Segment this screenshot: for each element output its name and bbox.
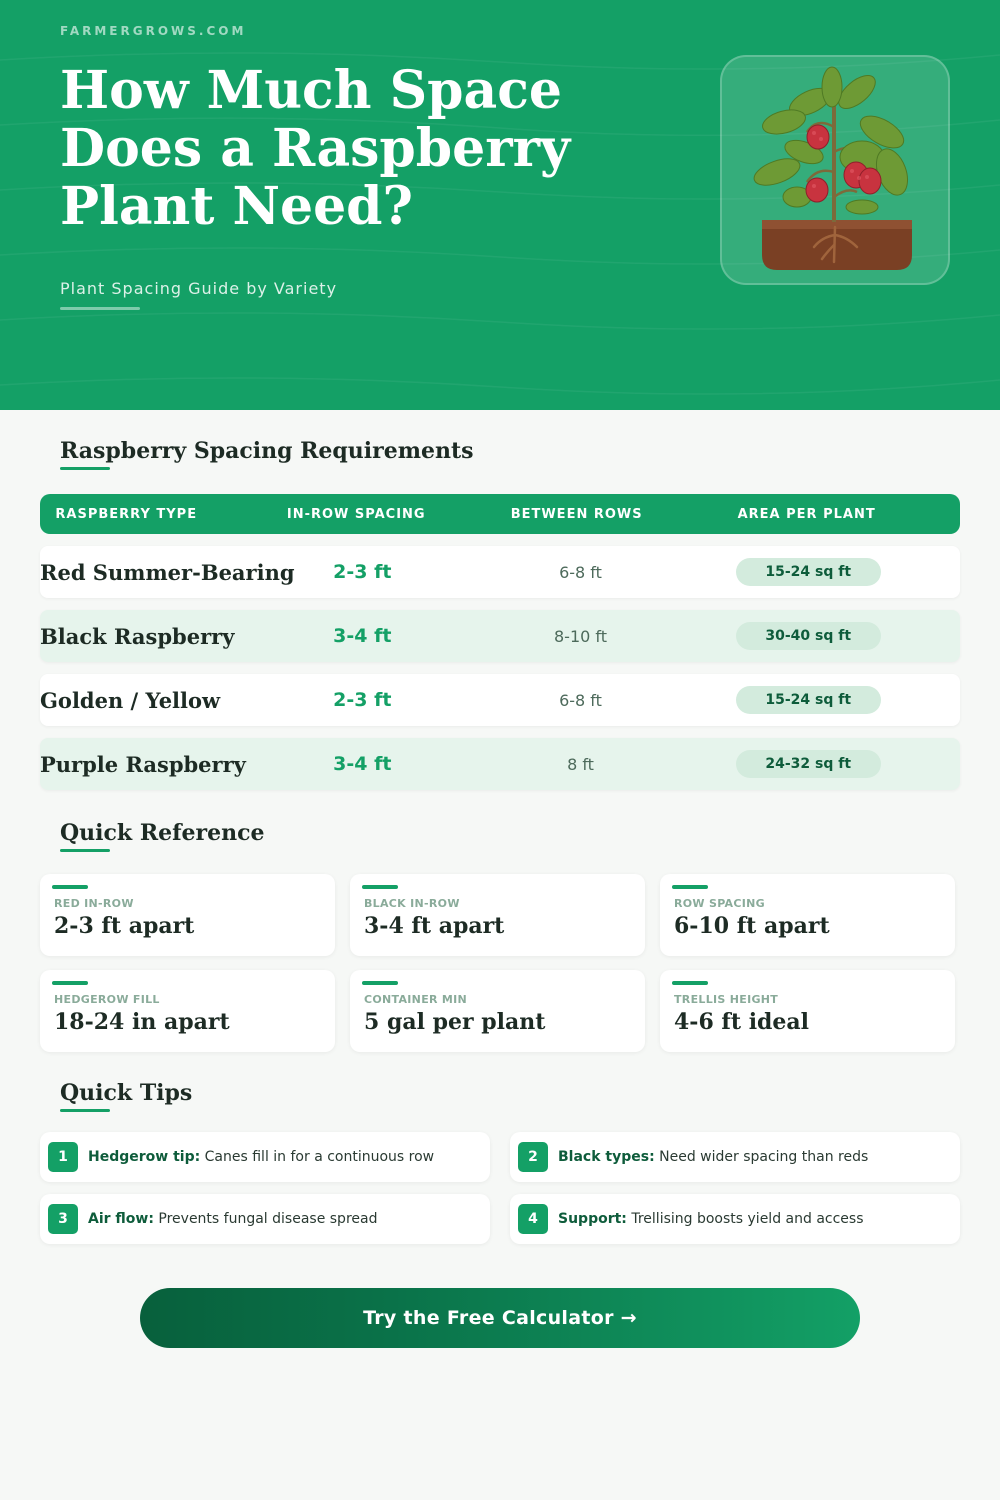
tip-number-badge: 2 <box>518 1142 548 1172</box>
section-underline <box>60 849 110 852</box>
title-line-3: Plant Need? <box>60 176 414 237</box>
header-raspberry-type: RASPBERRY TYPE <box>55 506 198 522</box>
reference-card <box>350 970 645 1052</box>
card-accent-bar <box>362 885 398 889</box>
area-badge: 30-40 sq ft <box>736 622 881 650</box>
tip-number-badge: 1 <box>48 1142 78 1172</box>
between-rows: 8 ft <box>567 754 594 774</box>
card-label: CONTAINER MIN <box>364 993 468 1006</box>
area-cell <box>656 622 960 650</box>
tip-number-badge: 3 <box>48 1204 78 1234</box>
tip-heading: Air flow: <box>88 1211 154 1227</box>
reference-card <box>40 874 335 956</box>
tip-item <box>510 1194 960 1244</box>
raspberry-type: Black Raspberry <box>40 623 235 649</box>
tip-body: Prevents fungal disease spread <box>153 1211 378 1227</box>
header-area-per-plant: AREA PER PLANT <box>737 506 876 522</box>
tip-number-badge: 4 <box>518 1204 548 1234</box>
quick-reference-title: Quick Reference <box>60 820 265 846</box>
tip-item <box>40 1194 490 1244</box>
between-rows: 8-10 ft <box>553 626 608 646</box>
card-value: 18-24 in apart <box>54 1009 230 1035</box>
raspberry-type: Golden / Yellow <box>40 687 221 713</box>
section-underline <box>60 1109 110 1112</box>
quick-tips-title: Quick Tips <box>60 1080 193 1106</box>
reference-card <box>660 970 955 1052</box>
tip-item <box>510 1132 960 1182</box>
card-accent-bar <box>672 885 708 889</box>
hero-banner <box>0 0 1000 410</box>
card-value: 5 gal per plant <box>364 1009 546 1035</box>
card-value: 2-3 ft apart <box>54 913 195 939</box>
card-accent-bar <box>52 885 88 889</box>
area-badge: 15-24 sq ft <box>736 558 881 586</box>
title-line-1: How Much Space <box>60 60 562 121</box>
area-badge: 15-24 sq ft <box>736 686 881 714</box>
card-label: TRELLIS HEIGHT <box>674 993 779 1006</box>
in-row-spacing: 3-4 ft <box>333 753 392 775</box>
card-label: RED IN-ROW <box>54 897 134 910</box>
area-cell <box>656 750 960 778</box>
table-row <box>40 674 960 726</box>
card-label: HEDGEROW FILL <box>54 993 160 1006</box>
table-row <box>40 546 960 598</box>
reference-card <box>350 874 645 956</box>
tip-body: Canes fill in for a continuous row <box>200 1149 435 1165</box>
card-accent-bar <box>52 981 88 985</box>
tip-body: Trellising boosts yield and access <box>626 1211 864 1227</box>
subtitle-underline <box>60 307 140 310</box>
area-badge: 24-32 sq ft <box>736 750 881 778</box>
tip-item <box>40 1132 490 1182</box>
card-value: 4-6 ft ideal <box>674 1009 810 1035</box>
between-rows: 6-8 ft <box>559 562 602 582</box>
card-accent-bar <box>362 981 398 985</box>
card-label: ROW SPACING <box>674 897 765 910</box>
table-row <box>40 610 960 662</box>
card-accent-bar <box>672 981 708 985</box>
tip-text <box>558 1211 864 1227</box>
tip-heading: Support: <box>558 1211 627 1227</box>
area-cell <box>656 558 960 586</box>
card-value: 3-4 ft apart <box>364 913 505 939</box>
in-row-spacing: 3-4 ft <box>333 625 392 647</box>
card-value: 6-10 ft apart <box>674 913 830 939</box>
page-title <box>60 62 620 236</box>
table-row <box>40 738 960 790</box>
tip-text <box>88 1149 434 1165</box>
tip-text <box>88 1211 377 1227</box>
tip-text <box>558 1149 868 1165</box>
plant-image-card <box>720 55 950 285</box>
header-in-row-spacing: IN-ROW SPACING <box>286 506 426 522</box>
in-row-spacing: 2-3 ft <box>333 561 392 583</box>
area-cell <box>656 686 960 714</box>
title-line-2: Does a Raspberry <box>60 118 571 179</box>
reference-card <box>40 970 335 1052</box>
raspberry-type: Red Summer-Bearing <box>40 559 295 585</box>
in-row-spacing: 2-3 ft <box>333 689 392 711</box>
header-between-rows: BETWEEN ROWS <box>510 506 643 522</box>
raspberry-type: Purple Raspberry <box>40 751 246 777</box>
raspberry-plant-icon <box>722 57 952 287</box>
reference-card <box>660 874 955 956</box>
tip-heading: Hedgerow tip: <box>88 1149 201 1165</box>
card-label: BLACK IN-ROW <box>364 897 460 910</box>
tip-heading: Black types: <box>558 1149 655 1165</box>
section-underline <box>60 467 110 470</box>
free-calculator-button[interactable]: Try the Free Calculator → <box>140 1288 860 1348</box>
site-brand: FARMERGROWS.COM <box>60 24 247 38</box>
between-rows: 6-8 ft <box>559 690 602 710</box>
tip-body: Need wider spacing than reds <box>654 1149 869 1165</box>
table-header <box>40 494 960 534</box>
spacing-section-title: Raspberry Spacing Requirements <box>60 438 474 464</box>
hero-subtitle: Plant Spacing Guide by Variety <box>60 279 338 298</box>
